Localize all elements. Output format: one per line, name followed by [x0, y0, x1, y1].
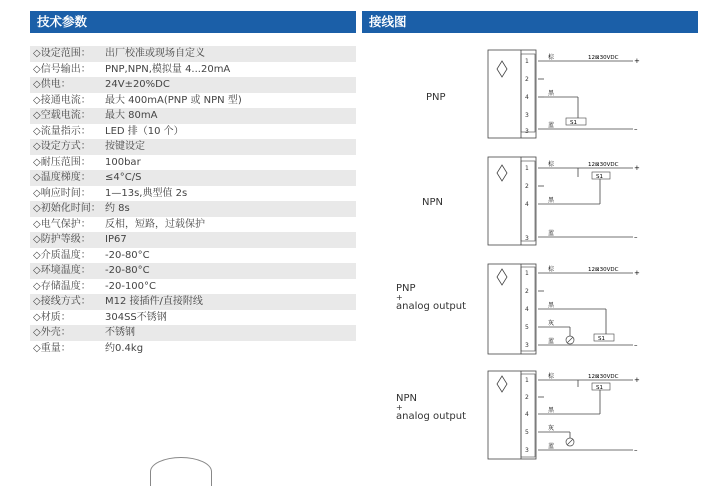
pin-label: 4 — [525, 201, 529, 208]
spec-row — [30, 201, 356, 217]
plus-label: + — [634, 57, 640, 65]
pin-label: 3 — [525, 342, 529, 349]
pin-label: 2 — [525, 76, 529, 83]
wire-brown-label: 棕 — [548, 373, 555, 380]
spec-value: 最大 80mA — [105, 110, 158, 121]
supply-label: 12⊠30VDC — [588, 374, 619, 380]
pin-label: 1 — [525, 58, 529, 65]
spec-label: ◇流量指示： — [33, 125, 91, 137]
spec-label: ◇介质温度： — [33, 249, 91, 261]
spec-value: 1—13s,典型值 2s — [105, 187, 188, 199]
wire-black-label: 黑 — [548, 197, 555, 204]
spec-label: ◇接通电流： — [33, 94, 91, 106]
spec-row — [30, 310, 356, 326]
sensor-symbol-icon — [497, 165, 507, 181]
pin-label: 2 — [525, 394, 529, 401]
pin-label: 5 — [525, 429, 529, 436]
spec-row — [30, 108, 356, 124]
spec-label: ◇重量： — [33, 342, 71, 354]
wire-brown-label: 棕 — [548, 54, 555, 61]
spec-row — [30, 294, 356, 310]
wire-blue-label: 蓝 — [548, 443, 555, 450]
sensor-image-edge — [150, 457, 212, 486]
plus-label: + — [634, 376, 640, 384]
spec-row — [30, 248, 356, 264]
plus-label: + — [634, 269, 640, 277]
spec-row — [30, 279, 356, 295]
wire-blue-label: 蓝 — [548, 230, 555, 237]
wire-blue-label: 蓝 — [548, 122, 555, 129]
spec-row — [30, 77, 356, 93]
spec-value: 按键设定 — [105, 141, 145, 152]
wire-blue-label: 蓝 — [548, 338, 555, 345]
wire-gray-label: 灰 — [548, 425, 555, 432]
minus-label: – — [634, 233, 638, 241]
pin-label: 3 — [525, 235, 529, 242]
pin-label: 4 — [525, 411, 529, 418]
spec-row — [30, 186, 356, 202]
spec-label: ◇耐压范围： — [33, 156, 91, 168]
spec-value: 不锈钢 — [105, 327, 135, 338]
wiring-header: 接线图 — [362, 11, 698, 33]
spec-value: 约0.4kg — [105, 342, 144, 354]
spec-row — [30, 46, 356, 62]
wiring-diagram-pnp-analog — [488, 264, 638, 356]
spec-label: ◇温度梯度： — [33, 172, 91, 183]
spec-label: ◇响应时间： — [33, 187, 91, 199]
wiring-diagram-pnp — [488, 50, 638, 140]
diagram-label-npn: NPN — [422, 197, 443, 208]
sensor-symbol-icon — [497, 269, 507, 285]
spec-row — [30, 217, 356, 233]
wiring-diagram-npn-analog — [488, 371, 638, 461]
spec-row — [30, 62, 356, 78]
pin-label: 2 — [525, 183, 529, 190]
spec-row — [30, 139, 356, 155]
spec-row — [30, 155, 356, 171]
plus-label: + — [634, 164, 640, 172]
spec-row — [30, 124, 356, 140]
spec-label: ◇材质： — [33, 311, 71, 323]
supply-label: 12⊠30VDC — [588, 162, 619, 168]
diagram-label-pnp: PNP — [426, 92, 446, 103]
supply-label: 12⊠30VDC — [588, 267, 619, 273]
spec-label: ◇初始化时间： — [33, 203, 101, 214]
pin-label: 5 — [525, 324, 529, 331]
spec-value: -20-100°C — [105, 280, 157, 292]
wire-black-label: 黑 — [548, 90, 555, 97]
spec-label: ◇外壳： — [33, 327, 71, 338]
spec-value: LED 排（10 个） — [105, 125, 184, 137]
spec-value: 出厂校准或现场自定义 — [105, 48, 205, 59]
diagram-label-pnp-analog: PNP + analog output — [396, 283, 466, 312]
diagram-label-npn-analog: NPN + analog output — [396, 393, 466, 422]
wire-brown-label: 棕 — [548, 266, 555, 273]
switch-label: S1 — [570, 120, 577, 126]
wire-gray-label: 灰 — [548, 320, 555, 327]
pin-label: 3 — [525, 128, 529, 135]
spec-label: ◇电气保护： — [33, 218, 91, 230]
spec-value: 304SS不锈钢 — [105, 311, 167, 323]
pin-label: 3 — [525, 447, 529, 454]
spec-row — [30, 232, 356, 248]
specs-header: 技术参数 — [30, 11, 356, 33]
spec-value: ≤4°C/S — [105, 172, 142, 183]
wire-black-label: 黑 — [548, 407, 555, 414]
wire-black-label: 黑 — [548, 302, 555, 309]
sensor-symbol-icon — [497, 61, 507, 77]
pin-label: 2 — [525, 288, 529, 295]
switch-label: S1 — [596, 174, 603, 180]
pin-label: 4 — [525, 306, 529, 313]
spec-row — [30, 341, 356, 357]
spec-value: 反相，短路，过载保护 — [105, 218, 205, 230]
spec-label: ◇接线方式： — [33, 296, 91, 307]
wiring-diagram-npn — [488, 157, 638, 247]
spec-label: ◇环境温度： — [33, 265, 91, 276]
wire-brown-label: 棕 — [548, 161, 555, 168]
spec-label: ◇供电： — [33, 79, 71, 90]
spec-row — [30, 263, 356, 279]
spec-value: PNP,NPN,模拟量 4...20mA — [105, 63, 231, 75]
pin-label: 1 — [525, 165, 529, 172]
spec-value: 24V±20%DC — [105, 79, 170, 90]
spec-label: ◇空载电流： — [33, 110, 91, 121]
spec-value: -20-80°C — [105, 265, 150, 276]
sensor-symbol-icon — [497, 376, 507, 392]
spec-table — [30, 46, 356, 356]
spec-label: ◇存储温度： — [33, 280, 91, 292]
spec-row — [30, 93, 356, 109]
pin-label: 1 — [525, 270, 529, 277]
minus-label: – — [634, 341, 638, 349]
pin-label: 3 — [525, 112, 529, 119]
spec-value: M12 接插件/直接附线 — [105, 296, 203, 307]
spec-value: 约 8s — [105, 203, 130, 214]
minus-label: – — [634, 125, 638, 133]
spec-row — [30, 325, 356, 341]
spec-label: ◇设定方式： — [33, 141, 91, 152]
spec-label: ◇信号输出： — [33, 63, 91, 75]
switch-label: S1 — [596, 385, 603, 391]
spec-value: 100bar — [105, 156, 141, 168]
minus-label: – — [634, 446, 638, 454]
spec-label: ◇设定范围： — [33, 48, 91, 59]
spec-value: IP67 — [105, 234, 127, 245]
spec-label: ◇防护等级： — [33, 234, 91, 245]
spec-value: 最大 400mA(PNP 或 NPN 型) — [105, 94, 242, 106]
pin-label: 4 — [525, 94, 529, 101]
spec-value: -20-80°C — [105, 249, 150, 261]
supply-label: 12⊠30VDC — [588, 55, 619, 61]
switch-label: S1 — [598, 336, 605, 342]
spec-row — [30, 170, 356, 186]
pin-label: 1 — [525, 377, 529, 384]
